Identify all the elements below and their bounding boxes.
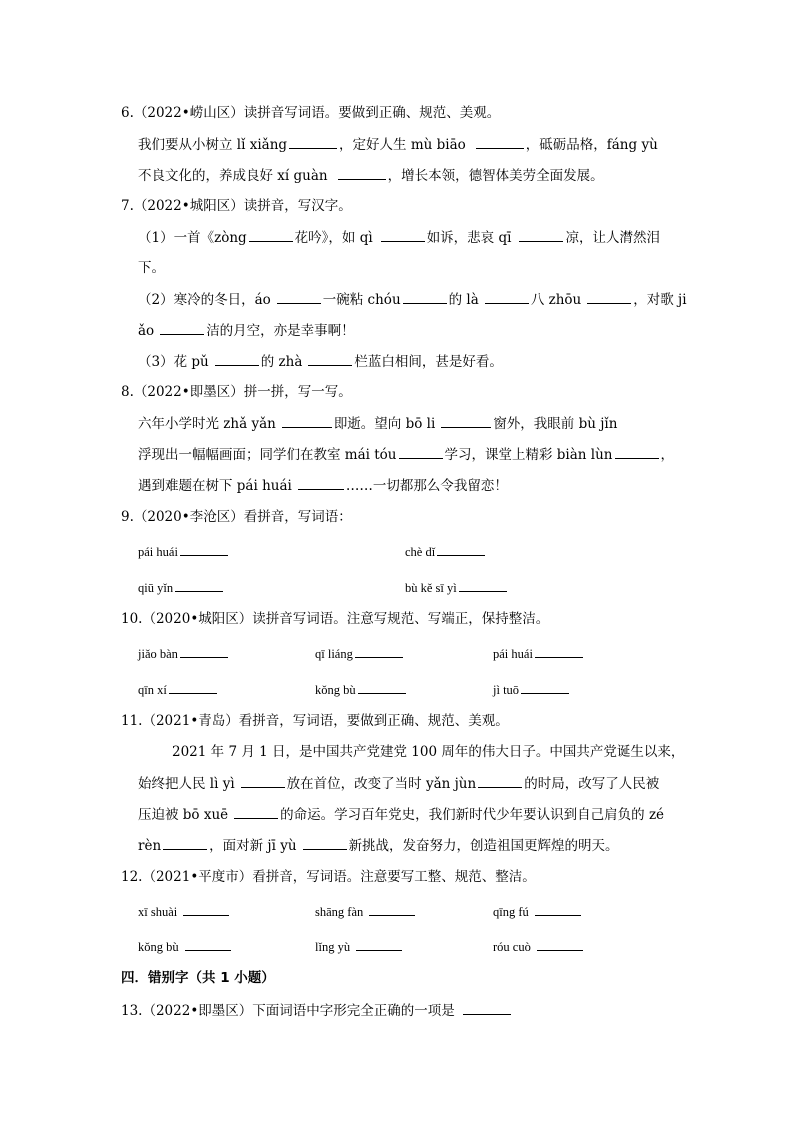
q12-item: xī shuài <box>138 901 231 922</box>
q8-text: 即逝。望向 bō li <box>333 416 436 432</box>
answer-blank[interactable] <box>535 901 581 916</box>
answer-blank[interactable] <box>399 444 443 459</box>
q11-text: 新挑战，发奋努力，创造祖国更辉煌的明天。 <box>348 838 619 854</box>
q12-item: qīng fú <box>493 901 583 922</box>
question-8-line-3 <box>138 475 508 496</box>
question-7-part-1 <box>138 227 660 248</box>
q7-text: 花吟》，如 qì <box>294 230 373 246</box>
answer-blank[interactable] <box>356 936 402 951</box>
answer-blank[interactable] <box>519 227 563 242</box>
q10-item: qī liáng <box>315 643 405 664</box>
q8-text: 窗外，我眼前 bù jǐn <box>493 416 618 432</box>
q7-text: 栏蓝白相间，甚是好看。 <box>354 354 503 370</box>
question-7-part-2-cont <box>138 320 355 341</box>
answer-blank[interactable] <box>249 227 293 242</box>
answer-blank[interactable] <box>403 289 447 304</box>
question-13-heading: 13.（2022•即墨区）下面词语中字形完全正确的一项是 <box>121 1003 455 1019</box>
answer-blank[interactable] <box>215 351 259 366</box>
answer-blank[interactable] <box>169 679 217 694</box>
question-8-heading: 8.（2022•即墨区）拼一拼，写一写。 <box>121 384 352 400</box>
answer-blank[interactable] <box>358 679 406 694</box>
q11-text: 始终把人民 lì yì <box>138 776 235 792</box>
q11-text: ，面对新 jī yù <box>209 838 297 854</box>
answer-blank[interactable] <box>303 835 347 850</box>
q12-item: kǒng bù <box>138 936 233 957</box>
answer-blank[interactable] <box>180 643 228 658</box>
q7-text: 的 zhà <box>260 354 303 370</box>
q6-text: ，砥砺品格，fáng yù <box>525 137 658 153</box>
question-13-line <box>121 1000 513 1021</box>
q7-text: 洁的月空，亦是幸事啊！ <box>206 323 355 339</box>
section-heading: 四．错别字（共 1 小题） <box>121 970 275 986</box>
q11-text: 的时局，改写了人民被 <box>524 776 660 792</box>
answer-blank[interactable] <box>478 773 522 788</box>
answer-blank[interactable] <box>476 134 524 149</box>
q7-text: 八 zhōu <box>530 292 582 308</box>
answer-blank[interactable] <box>289 134 337 149</box>
question-12-heading: 12.（2021•平度市）看拼音，写词语。注意要写工整、规范、整洁。 <box>121 869 536 885</box>
answer-blank[interactable] <box>521 679 569 694</box>
question-11-heading: 11.（2021•青岛）看拼音，写词语，要做到正确、规范、美观。 <box>121 713 509 729</box>
answer-blank[interactable] <box>441 413 491 428</box>
answer-blank[interactable] <box>615 444 659 459</box>
q12-item: lǐng yù <box>315 936 404 957</box>
question-11-line-3 <box>138 804 664 825</box>
q7-text: ，对歌 ji <box>633 292 687 308</box>
q10-item: jiǎo bàn <box>138 643 230 664</box>
answer-blank[interactable] <box>338 165 386 180</box>
q8-text: 学习，课堂上精彩 biàn lùn <box>444 447 613 463</box>
q11-text: 的命运。学习百年党史，我们新时代少年要认识到自己肩负的 zé <box>280 807 665 823</box>
answer-blank[interactable] <box>282 413 332 428</box>
q8-text: ， <box>660 447 674 463</box>
question-6-line-1 <box>138 134 658 155</box>
q7-text: 一碗粘 chóu <box>322 292 401 308</box>
q8-text: 遇到难题在树下 pái huái <box>138 478 292 494</box>
q7-text: 凉，让人潸然泪 <box>565 230 660 246</box>
q10-item: jì tuō <box>493 679 571 700</box>
question-6-heading: 6.（2022•崂山区）读拼音写词语。要做到正确、规范、美观。 <box>121 105 501 121</box>
q12-item: róu cuò <box>493 936 585 957</box>
answer-blank[interactable] <box>308 351 352 366</box>
q7-text: 如诉，悲哀 qī <box>426 230 512 246</box>
question-11-line-4 <box>138 835 619 856</box>
q10-item: qīn xí <box>138 679 219 700</box>
question-10-heading: 10.（2020•城阳区）读拼音写词语。注意写规范、写端正，保持整洁。 <box>121 611 550 627</box>
question-7-part-1-cont: 下。 <box>138 260 165 276</box>
q11-text: 压迫被 bō xuē <box>138 807 229 823</box>
answer-blank[interactable] <box>163 835 207 850</box>
q9-item: chè dǐ <box>405 541 487 562</box>
answer-blank[interactable] <box>183 901 229 916</box>
q7-text: 的 là <box>448 292 479 308</box>
q9-item: bù kě sī yì <box>405 577 509 598</box>
answer-blank[interactable] <box>437 541 485 556</box>
question-8-line-1 <box>138 413 617 434</box>
answer-blank[interactable] <box>535 643 583 658</box>
answer-blank[interactable] <box>234 804 278 819</box>
q7-text: （1）一首《zòng <box>138 230 247 246</box>
q8-text: 六年小学时光 zhǎ yǎn <box>138 416 276 432</box>
answer-blank[interactable] <box>355 643 403 658</box>
q11-text: rèn <box>138 838 162 854</box>
answer-blank[interactable] <box>537 936 583 951</box>
question-8-line-2 <box>138 444 674 465</box>
q8-text: ……一切都那么令我留恋！ <box>345 478 508 494</box>
q11-text: 放在首位，改变了当时 yǎn jùn <box>286 776 477 792</box>
answer-blank[interactable] <box>175 577 223 592</box>
question-7-part-3 <box>138 351 503 372</box>
answer-blank[interactable] <box>587 289 631 304</box>
q7-text: （2）寒冷的冬日，áo <box>138 292 271 308</box>
question-11-line-2 <box>138 773 659 794</box>
question-11-line-1: 2021 年 7 月 1 日，是中国共产党建党 100 周年的伟大日子。中国共产党诞生以来， <box>172 744 685 760</box>
q6-text: ，增长本领，德智体美劳全面发展。 <box>387 168 604 184</box>
answer-blank[interactable] <box>241 773 285 788</box>
answer-blank[interactable] <box>185 936 231 951</box>
question-9-heading: 9.（2020•李沧区）看拼音，写词语： <box>121 509 352 525</box>
answer-blank[interactable] <box>485 289 529 304</box>
q7-text: （3）花 pǔ <box>138 354 209 370</box>
answer-blank[interactable] <box>381 227 425 242</box>
q12-item: shāng fàn <box>315 901 417 922</box>
q7-text: ǎo <box>138 323 155 339</box>
q10-item: kǒng bù <box>315 679 408 700</box>
answer-blank[interactable] <box>180 541 228 556</box>
answer-blank[interactable] <box>277 289 321 304</box>
answer-blank[interactable] <box>369 901 415 916</box>
answer-blank[interactable] <box>160 320 204 335</box>
question-7-part-2 <box>138 289 687 310</box>
answer-blank[interactable] <box>298 475 344 490</box>
q8-text: 浮现出一幅幅画面；同学们在教室 mái tóu <box>138 447 397 463</box>
q6-text: 我们要从小树立 lǐ xiǎng <box>138 137 288 153</box>
q6-text: 不良文化的，养成良好 xí guàn <box>138 168 328 184</box>
answer-blank[interactable] <box>459 577 507 592</box>
q9-item: qiū yǐn <box>138 577 225 598</box>
q9-item: pái huái <box>138 541 230 562</box>
answer-blank[interactable] <box>463 1000 511 1015</box>
q10-item: pái huái <box>493 643 585 664</box>
question-7-heading: 7.（2022•城阳区）读拼音，写汉字。 <box>121 198 352 214</box>
question-6-line-2 <box>138 165 604 186</box>
q6-text: ，定好人生 mù biāo <box>339 137 466 153</box>
